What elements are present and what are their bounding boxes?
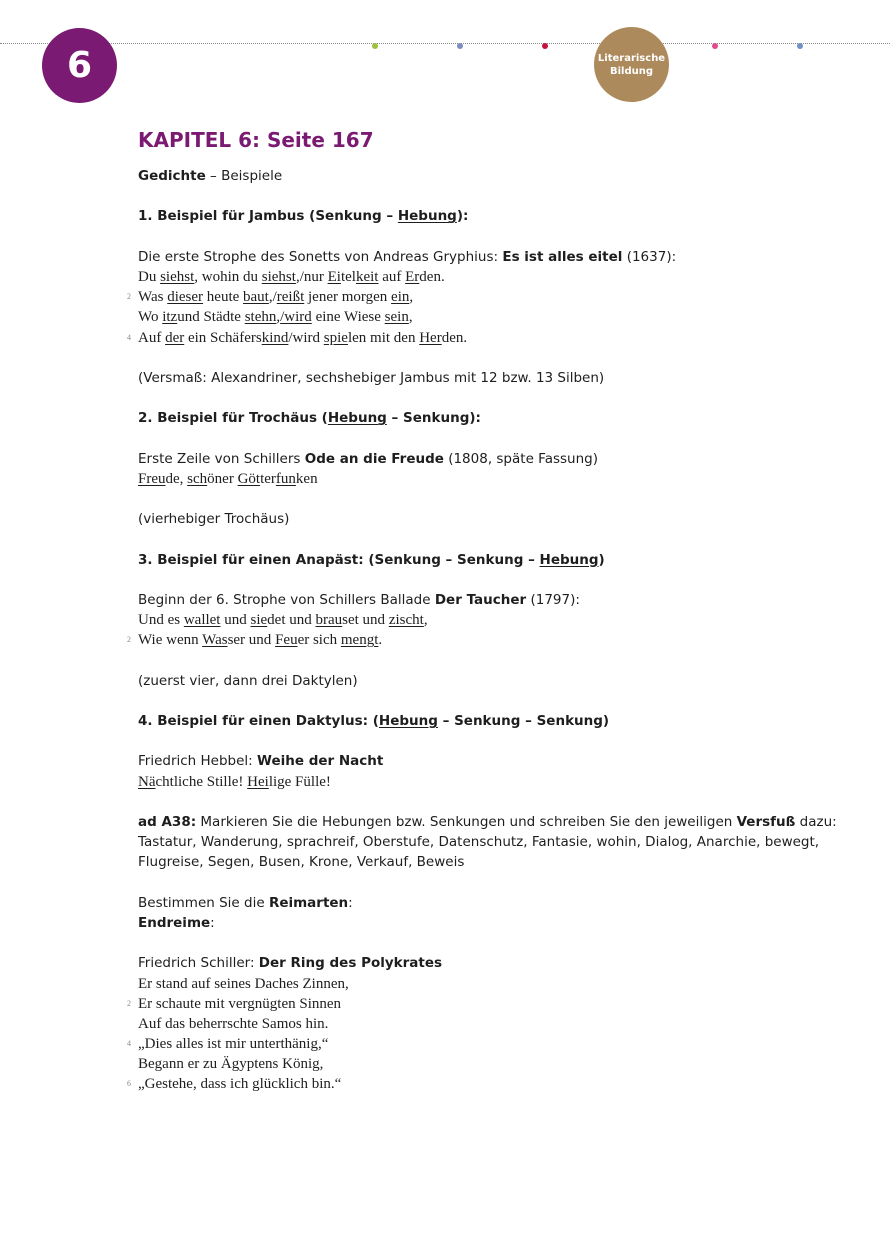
text-segment: Markieren Sie die Hebungen bzw. Senkungen und schreiben Sie den jeweiligen — [196, 814, 737, 830]
verse-line — [127, 287, 818, 307]
text-segment: jener morgen — [304, 289, 392, 306]
text-segment: Was — [138, 289, 168, 306]
stressed-syllable: Freu — [138, 470, 166, 487]
text-segment: und — [220, 612, 251, 629]
blank-line — [138, 731, 818, 751]
dot-5 — [797, 43, 803, 49]
text-segment: , — [408, 309, 413, 326]
dot-1 — [372, 43, 378, 49]
decorative-dotted-line — [0, 43, 890, 44]
verse-line — [138, 267, 818, 287]
verse-line — [138, 1054, 818, 1074]
page-content — [127, 124, 837, 1095]
text-segment: ) — [598, 551, 605, 568]
verse-line — [127, 328, 818, 348]
stressed-syllable: spie — [323, 329, 348, 346]
blank-line — [138, 792, 818, 812]
text-segment: Er schaute mit vergnügten Sinnen — [138, 995, 342, 1012]
text-body — [127, 166, 837, 1095]
text-segment: tel — [340, 268, 356, 285]
blank-line — [138, 873, 818, 893]
line-number: 4 — [127, 332, 131, 342]
dot-3 — [542, 43, 548, 49]
stressed-syllable: keit — [355, 268, 379, 285]
stressed-syllable: Hebung — [378, 713, 438, 730]
line-number: 2 — [127, 635, 131, 645]
text-segment: ad A38: — [138, 814, 197, 830]
verse-line — [127, 1074, 818, 1094]
text-segment: (1808, späte Fassung) — [443, 450, 598, 467]
stressed-syllable: zischt — [388, 612, 424, 629]
text-segment: Reimarten — [268, 894, 349, 911]
chapter-number: 6 — [66, 45, 93, 86]
text-line — [138, 550, 818, 570]
text-segment: 3. Beispiel für einen Anapäst: (Senkung – Senkung – — [138, 551, 540, 568]
stressed-syllable: Nä — [138, 773, 156, 790]
text-segment: Auf — [138, 329, 166, 346]
text-segment: und Städte — [177, 309, 245, 326]
text-segment: set und — [342, 612, 389, 629]
text-segment: Der Ring des Polykrates — [258, 955, 443, 972]
stressed-syllable: /wird — [280, 309, 312, 326]
stressed-syllable: Feu — [275, 632, 298, 649]
chapter-badge — [42, 28, 117, 103]
text-segment: lige Fülle! — [268, 773, 331, 790]
line-number: 4 — [127, 1039, 131, 1049]
verse-line — [127, 994, 818, 1014]
verse-line — [138, 1014, 818, 1034]
text-segment: ter — [260, 470, 276, 487]
stressed-syllable: sein — [384, 309, 409, 326]
stressed-syllable: itz — [162, 309, 178, 326]
stressed-syllable: dieser — [167, 289, 204, 306]
text-segment: det und — [267, 612, 316, 629]
blank-line — [138, 489, 818, 509]
blank-line — [138, 186, 818, 206]
stressed-syllable: Er — [405, 268, 420, 285]
text-segment: Und es — [138, 612, 184, 629]
stressed-syllable: Was — [202, 632, 228, 649]
text-segment: – Senkung): — [386, 410, 481, 427]
stressed-syllable: mengt — [340, 632, 379, 649]
text-segment: de, — [165, 470, 188, 487]
text-segment: chtliche Stille! — [155, 773, 248, 790]
stressed-syllable: Hei — [247, 773, 269, 790]
stressed-syllable: Her — [419, 329, 442, 346]
text-segment: – Beispiele — [205, 168, 283, 184]
text-segment: „Dies alles ist mir unterthänig,“ — [138, 1036, 329, 1053]
text-line — [138, 509, 818, 529]
text-segment: (1637): — [622, 248, 677, 265]
text-segment: Wie wenn — [138, 632, 203, 649]
text-segment: den. — [441, 329, 468, 346]
text-segment: ): — [456, 208, 469, 225]
text-segment: heute — [203, 289, 244, 306]
blank-line — [138, 428, 818, 448]
line-number: 2 — [127, 292, 131, 302]
stressed-syllable: sie — [250, 612, 268, 629]
text-segment: Du — [138, 268, 161, 285]
text-segment: (zuerst vier, dann drei Daktylen) — [138, 672, 358, 689]
text-line — [138, 449, 818, 469]
text-segment: Friedrich Schiller: — [138, 955, 259, 972]
text-segment: (1797): — [526, 591, 580, 608]
verse-line — [127, 1034, 818, 1054]
text-segment: ein Schäfers — [184, 329, 262, 346]
stressed-syllable: wallet — [183, 612, 221, 629]
blank-line — [138, 691, 818, 711]
text-line — [138, 166, 818, 186]
dot-2 — [457, 43, 463, 49]
stressed-syllable: der — [165, 329, 185, 346]
text-segment: – Senkung – Senkung) — [437, 713, 610, 730]
text-line — [138, 812, 837, 832]
text-line — [138, 247, 818, 267]
blank-line — [138, 227, 818, 247]
text-segment: ,/nur — [295, 268, 328, 285]
text-segment: Auf das beherrschte Samos hin. — [138, 1015, 329, 1032]
text-line — [138, 590, 818, 610]
text-line — [138, 832, 818, 852]
stressed-syllable: ein — [391, 289, 410, 306]
text-segment: Ode an die Freude — [304, 450, 444, 467]
text-segment: Wo — [138, 309, 163, 326]
text-line — [138, 751, 818, 771]
text-line — [138, 893, 818, 913]
stressed-syllable: Hebung — [327, 410, 387, 427]
verse-line — [138, 610, 818, 630]
text-segment: Flugreise, Segen, Busen, Krone, Verkauf, Beweis — [138, 854, 465, 871]
verse-line — [138, 469, 818, 489]
blank-line — [138, 388, 818, 408]
stressed-syllable: baut — [243, 289, 269, 306]
stressed-syllable: kind — [261, 329, 289, 346]
blank-line — [138, 348, 818, 368]
text-line — [138, 913, 818, 933]
stressed-syllable: brau — [315, 612, 343, 629]
page-title: KAPITEL 6: Seite 167 — [138, 128, 374, 152]
verse-line — [138, 772, 818, 792]
text-segment: len mit den — [347, 329, 420, 346]
blank-line — [138, 570, 818, 590]
text-segment: öner — [207, 470, 238, 487]
line-number: 2 — [127, 998, 131, 1008]
stressed-syllable: fun — [275, 470, 296, 487]
text-segment: Gedichte — [138, 168, 206, 184]
text-line — [138, 368, 818, 388]
verse-line — [138, 307, 818, 327]
text-segment: eine Wiese — [311, 309, 385, 326]
text-segment: , wohin du — [194, 268, 262, 285]
section-label-line1: Literarische — [597, 52, 666, 64]
stressed-syllable: sch — [187, 470, 208, 487]
text-segment: ser und — [227, 632, 276, 649]
text-segment: 2. Beispiel für Trochäus ( — [138, 410, 328, 427]
text-segment: , — [423, 612, 428, 629]
text-segment: Begann er zu Ägyptens König, — [138, 1056, 324, 1073]
stressed-syllable: Ei — [327, 268, 341, 285]
text-segment: Der Taucher — [434, 591, 527, 608]
stressed-syllable: siehst — [160, 268, 195, 285]
stressed-syllable: Göt — [237, 470, 261, 487]
text-segment: Beginn der 6. Strophe von Schillers Ballade — [138, 591, 435, 608]
text-segment: er sich — [297, 632, 341, 649]
text-segment: ,/ — [268, 289, 277, 306]
section-badge — [594, 27, 669, 102]
text-segment: , — [276, 309, 281, 326]
section-label-line2: Bildung — [609, 65, 654, 77]
text-segment: den. — [419, 268, 445, 285]
text-line — [138, 711, 818, 731]
text-segment: „Gestehe, dass ich glücklich bin.“ — [138, 1076, 342, 1093]
text-segment: 1. Beispiel für Jambus (Senkung – — [138, 208, 398, 225]
text-segment: auf — [378, 268, 406, 285]
text-segment: Weihe der Nacht — [257, 753, 384, 770]
text-segment: Endreime — [138, 914, 211, 931]
dot-4 — [712, 43, 718, 49]
text-segment: . — [378, 632, 383, 649]
text-line — [138, 408, 818, 428]
text-segment: Versfuß — [736, 814, 796, 830]
text-segment: Bestimmen Sie die — [138, 894, 269, 911]
stressed-syllable: stehn — [244, 309, 277, 326]
text-segment: /wird — [288, 329, 324, 346]
blank-line — [138, 529, 818, 549]
text-segment: Es ist alles eitel — [502, 248, 623, 265]
text-segment: Er stand auf seines Daches Zinnen, — [138, 975, 349, 992]
text-segment: (Versmaß: Alexandriner, sechshebiger Jambus mit 12 bzw. 13 Silben) — [138, 369, 605, 386]
text-segment: (vierhebiger Trochäus) — [138, 511, 290, 528]
stressed-syllable: siehst — [261, 268, 296, 285]
blank-line — [138, 651, 818, 671]
text-segment: ken — [295, 470, 318, 487]
text-segment: , — [409, 289, 414, 306]
verse-line — [138, 974, 818, 994]
line-number: 6 — [127, 1079, 131, 1089]
text-segment: Erste Zeile von Schillers — [138, 450, 305, 467]
text-segment: : — [348, 894, 353, 911]
text-segment: 4. Beispiel für einen Daktylus: ( — [138, 713, 379, 730]
text-segment: Friedrich Hebbel: — [138, 753, 258, 770]
text-segment: Tastatur, Wanderung, sprachreif, Oberstufe, Datenschutz, Fantasie, wohin, Dialog, Anarchie, bewegt, — [138, 834, 820, 851]
text-line — [138, 852, 818, 872]
text-segment: : — [210, 914, 215, 931]
text-line — [138, 671, 818, 691]
text-line — [138, 206, 818, 226]
text-line — [138, 953, 818, 973]
blank-line — [138, 933, 818, 953]
stressed-syllable: reißt — [276, 289, 305, 306]
text-segment: dazu: — [795, 814, 837, 830]
text-segment: Die erste Strophe des Sonetts von Andreas Gryphius: — [138, 248, 503, 265]
verse-line — [127, 630, 818, 650]
stressed-syllable: Hebung — [539, 551, 599, 568]
stressed-syllable: Hebung — [397, 208, 457, 225]
